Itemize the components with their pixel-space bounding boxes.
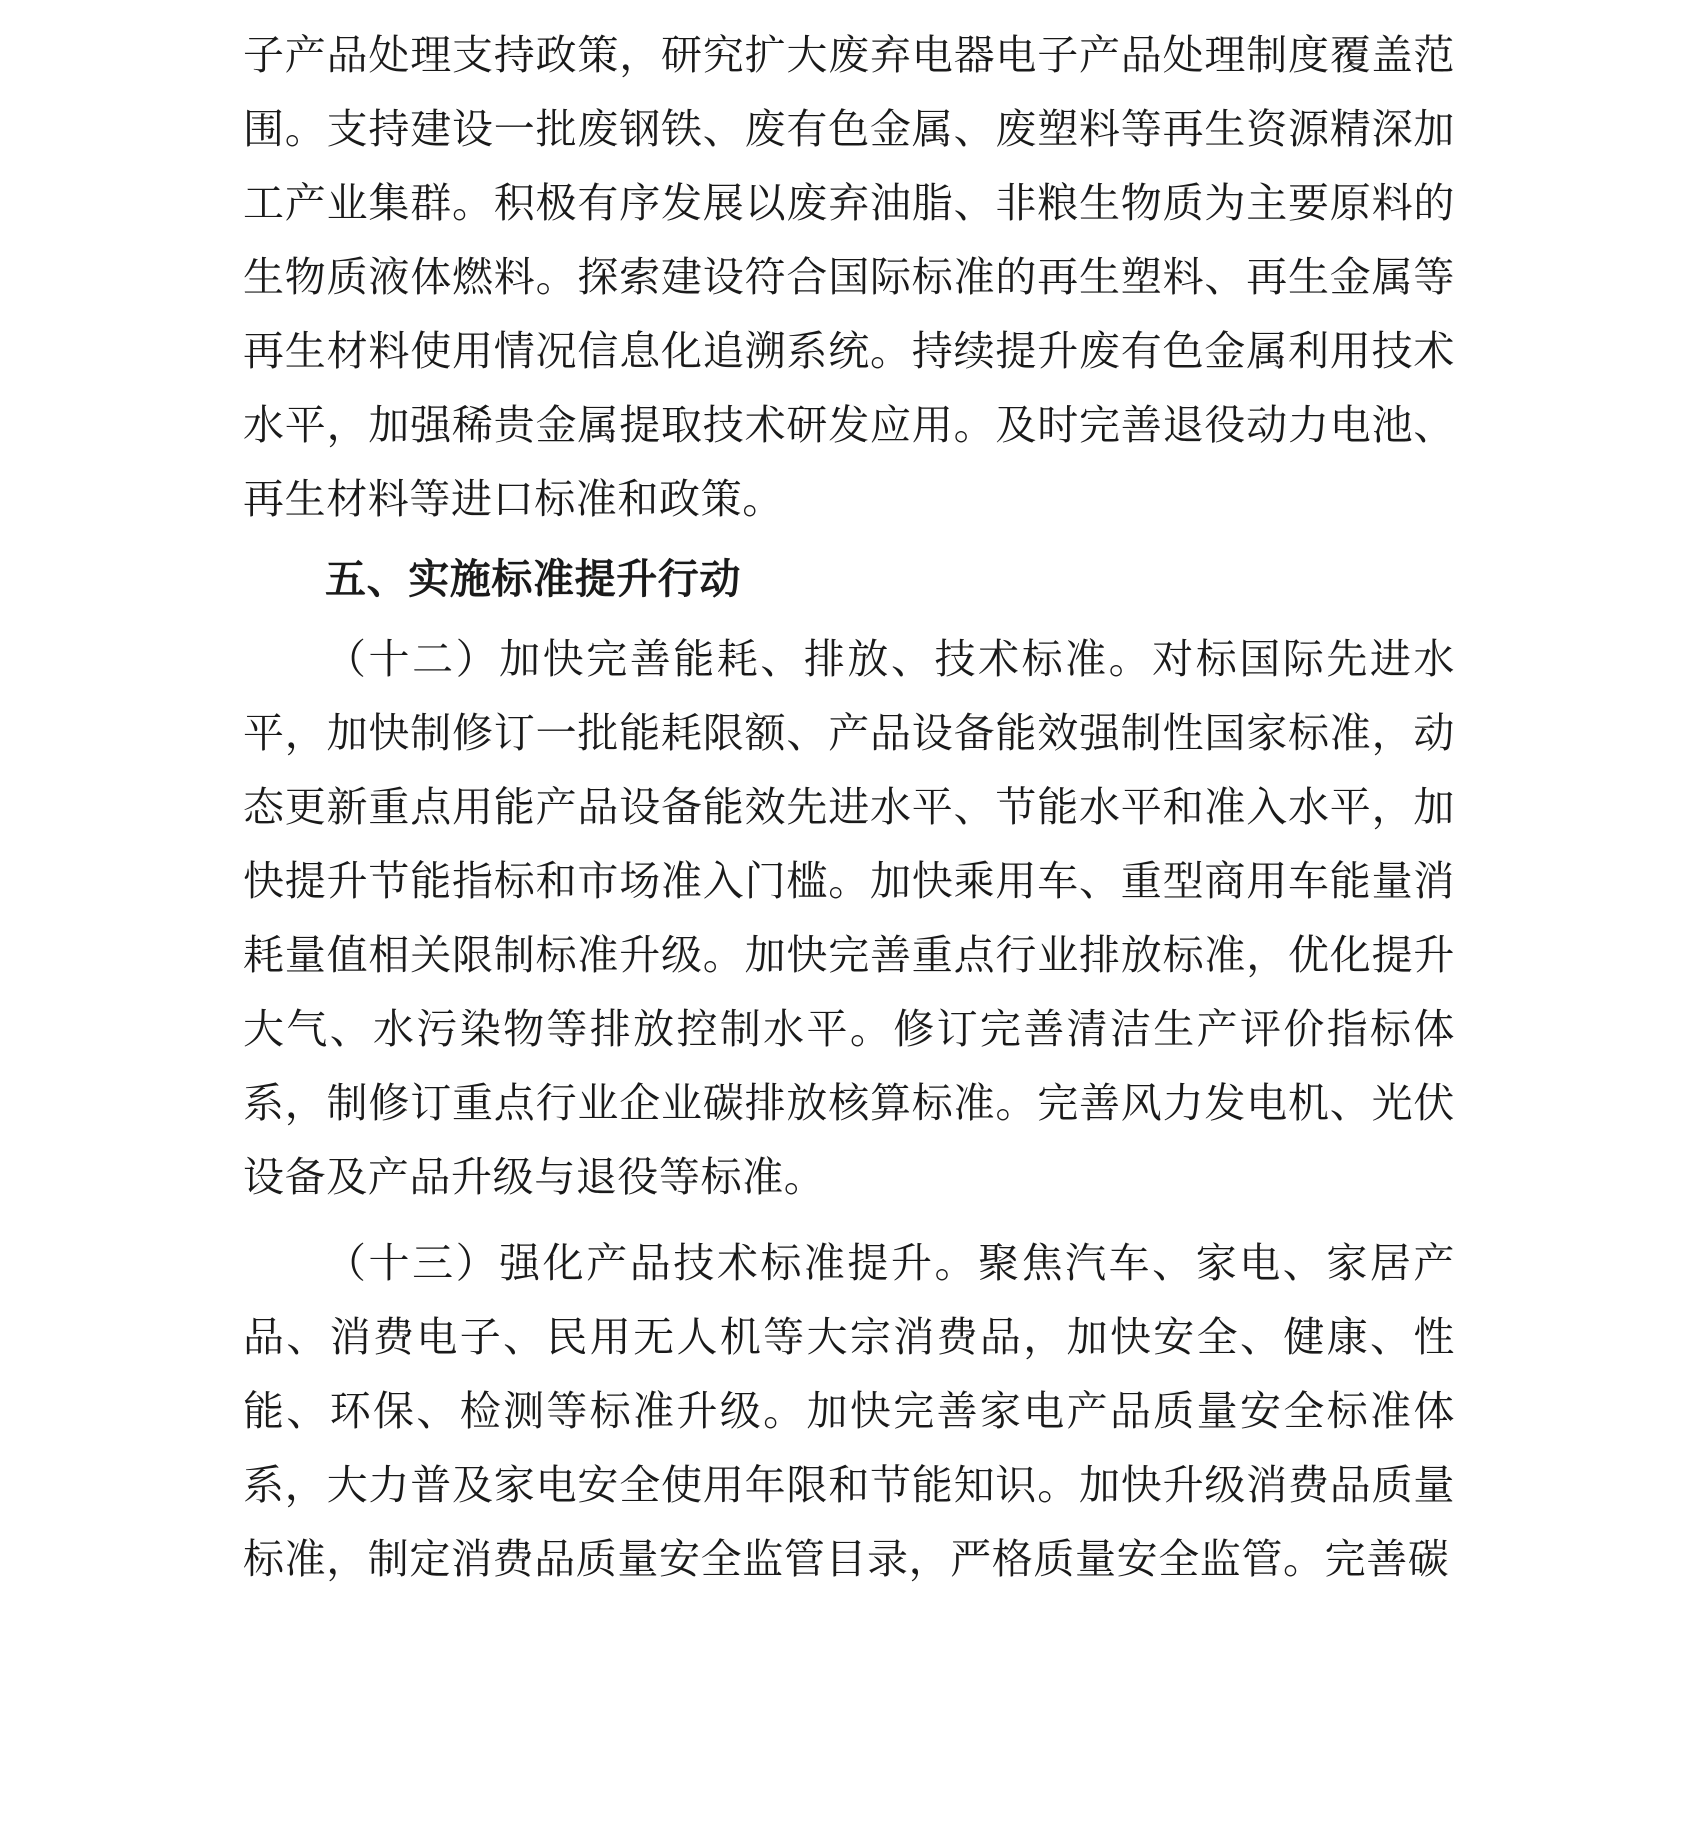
spacer <box>243 1214 1455 1226</box>
section-heading-five: 五、实施标准提升行动 <box>325 555 741 603</box>
paragraph-item-twelve: （十二）加快完善能耗、排放、技术标准。对标国际先进水平，加快制修订一批能耗限额、产品设备能效强制性国家标准，动态更新重点用能产品设备能效先进水平、节能水平和准入水平，加快提升节能指标和市场准入门槛。加快乘用车、重型商用车能量消耗量值相关限制标准升级。加快完善重点行业排放标准，优化提升大气、水污染物等排放控制水平。修订完善清洁生产评价指标体系，制修订重点行业企业碳排放核算标准。完善风力发电机、光伏设备及产品升级与退役等标准。 <box>243 635 1455 1201</box>
page-text-column <box>243 18 1455 1596</box>
paragraph-continued: 子产品处理支持政策，研究扩大废弃电器电子产品处理制度覆盖范围。支持建设一批废钢铁、废有色金属、废塑料等再生资源精深加工产业集群。积极有序发展以废弃油脂、非粮生物质为主要原料的生物质液体燃料。探索建设符合国际标准的再生塑料、再生金属等再生材料使用情况信息化追溯系统。持续提升废有色金属利用技术水平，加强稀贵金属提取技术研发应用。及时完善退役动力电池、再生材料等进口标准和政策。 <box>243 31 1455 523</box>
paragraph-item-thirteen: （十三）强化产品技术标准提升。聚焦汽车、家电、家居产品、消费电子、民用无人机等大宗消费品，加快安全、健康、性能、环保、检测等标准升级。加快完善家电产品质量安全标准体系，大力普及家电安全使用年限和节能知识。加快升级消费品质量标准，制定消费品质量安全监管目录，严格质量安全监管。完善碳 <box>243 1239 1455 1583</box>
